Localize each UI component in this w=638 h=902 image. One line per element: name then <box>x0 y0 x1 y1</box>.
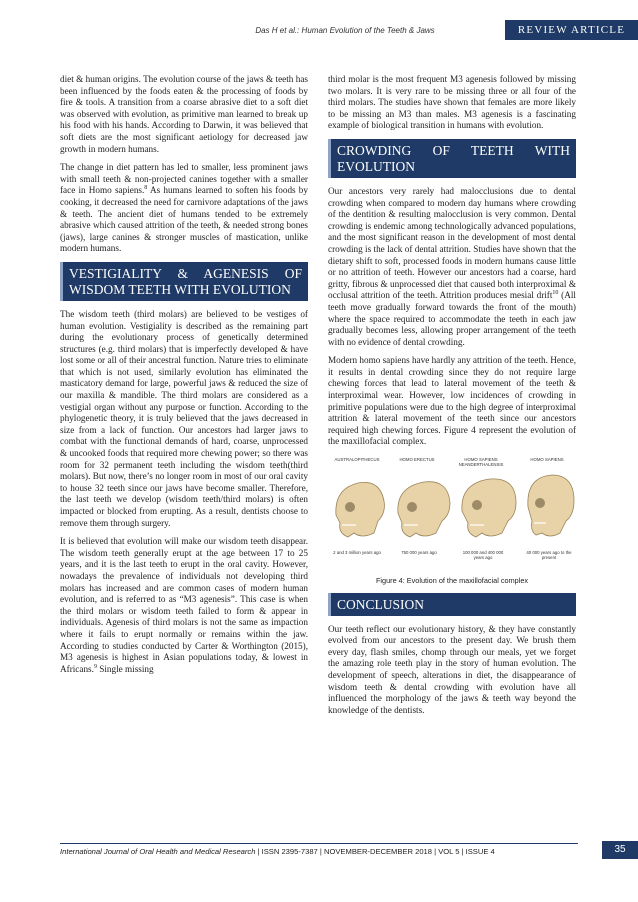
skull-neanderthal-icon <box>462 479 516 537</box>
section-heading-crowding: CROWDING OF TEETH WITH EVOLUTION <box>328 139 576 178</box>
skull-homo-sapiens-icon <box>528 475 574 536</box>
figure-caption: Figure 4: Evolution of the maxillofacial complex <box>375 576 529 586</box>
figure-label: HOMO SAPIENS <box>530 457 564 463</box>
running-header: Das H et al.: Human Evolution of the Teeth & Jaws <box>255 26 435 35</box>
section-heading-vestigiality: VESTIGIALITY & AGENESIS OF WISDOM TEETH WITH EVOLUTION <box>60 262 308 301</box>
body-paragraph: It is believed that evolution will make our wisdom teeth disappear. The wisdom teeth generally erupt at the age between 17 to 25 years, and it is the last teeth to erupt in the oral cavity. However, nowadays the prevalence of individuals not developing third molars has increased and are common cases of modern human evolution, and is referred to as “M3 agenesis”. This case is when the third molars or wisdom teeth failed to form & appear in individuals. Agenesis of third molars is not the same as impaction where it fails to erupt normally or remains within the jaw. According to studies conducted by Carter & Worthington (2015), M3 agenesis is highest in Asian populations today, & lowest in Africans.$^9$ Single missing <box>60 536 308 674</box>
page-number: 35 <box>602 841 638 859</box>
body-paragraph: The wisdom teeth (third molars) are believed to be vestiges of human evolution. Vestigiality is described as the remaining part during the evolutionary process of genetically determined structures (e.g. third molars) that is imperfectly developed & have lost some or all of their ancestral function. Nature tries to eliminate that which is not used, similarly evolution has eliminated the masticatory demand for large, powerful jaws & reduced the size of our maxilla & mandible. The third molars are considered as a vestigial organ without any purpose or function. According to the phylogenetic theory, it is truly believed that the jaws decreased in size from a lack of function. Our ancestors had larger jaws to combat with the functional demands of hard, coarse, unprocessed & uncooked foods that required more chewing power; so there was room for 32 permanent teeth including the wisdom teeth(third molars). But now, there’s no longer room in most of our oral cavity to house 32 teeth since our jaws have become smaller. Therefore, the last teeth we develop (wisdom teeth/third molars) is often impacted or blocked from erupting. As a result, dentists choose to remove them through surgery. <box>60 308 308 528</box>
footer-divider <box>60 843 578 844</box>
figure-label: AUSTRALOPITHECUS <box>334 457 380 463</box>
figure-label: HOMO ERECTUS <box>399 457 435 463</box>
body-paragraph: Modern homo sapiens have hardly any attrition of the teeth. Hence, it results in dental crowding since they do not require large chewing forces that lead to lateral movement of the teeth & interproximal wear. However, low incidences of crowding in primitive populations were due to the high degree of interproximal attrition & lateral movement of the teeth since our ancestors required high chewing forces. Figure 4 represent the evolution of the maxillofacial complex. <box>328 355 576 447</box>
skull-australopithecus-icon <box>336 482 385 537</box>
citation-ref: 10 <box>552 290 559 297</box>
section-heading-conclusion: CONCLUSION <box>328 593 576 616</box>
citation-ref: 8 <box>144 185 148 192</box>
right-column <box>328 74 576 723</box>
left-column <box>60 74 308 682</box>
skulls-illustration <box>328 467 576 549</box>
body-paragraph: diet & human origins. The evolution course of the jaws & teeth has been influenced by the foods eaten & the processing of foods by fire & tools. A transition from a coarse abrasive diet to a soft diet was observed with evolution, as primitive man learned to break up his food with his hands. According to Darwin, it was believed that soft diets are the most significant aetiology for decreased jaw growth in modern humans. <box>60 74 308 154</box>
figure-label: HOMO SAPIENS NEANDERTHALENSIS <box>458 457 504 468</box>
skull-homo-erectus-icon <box>398 482 450 537</box>
body-paragraph: Our ancestors very rarely had malocclusions due to dental crowding when compared to modern day humans where crowding of the dentition & resulting malocclusion is very common. Dental crowding is endemic among technologically advanced populations, and the most significant reason in the development of most dental crowding is the lack of dental attrition. Studies have shown that the dietary shift to soft, processed foods in modern humans cause little or no attrition of teeth. However our ancestors had a coarse, hard gritty, fibrous & unprocessed diet that caused both interproximal & occlusal attrition of the teeth. Attrition produces mesial drift$^{10}$ (All teeth move gradually forward towards the front of the mouth) where the space required to accommodate the teeth in each jaw gradually becomes less, allowing proper arrangement of the teeth with no evidence of dental crowding. <box>328 185 576 347</box>
body-paragraph: The change in diet pattern has led to smaller, less prominent jaws with small teeth & non-projected canines together with a smaller face in Homo sapiens.$^8$ As humans learned to soften his foods by cooking, it decreased the need for carnivore adaptations of the jaws & teeth. The ancient diet of humans tended to be extremely abrasive which caused attrition of the teeth, & needed strong bones (jaws), large canines & stronger muscles of mastication, unlike modern humans. <box>60 162 308 254</box>
citation-ref: 9 <box>93 663 97 670</box>
article-type-badge: REVIEW ARTICLE <box>505 20 638 40</box>
footer-citation: International Journal of Oral Health and Medical Research | ISSN 2395-7387 | NOVEMBER-DECEMBER 2018 | VOL 5 | ISSUE 4 <box>60 847 495 856</box>
figure-time-label: 100 000 and 400 000 years ago <box>462 550 504 561</box>
figure-maxillofacial-evolution <box>328 455 576 569</box>
body-paragraph: Our teeth reflect our evolutionary history, & they have constantly evolved from our ancestors to the present day. We brush them every day, flash smiles, chomp through our meals, yet we forget the amazing role teeth play in the story of human evolution. The development of speech, alterations in diet, the disappearance of wisdom teeth & dental crowding with evolution have all influenced the morphology of the jaws & teeth way beyond the knowledge of the dentists. <box>328 623 576 715</box>
body-paragraph: third molar is the most frequent M3 agenesis followed by missing two molars. It is very rare to be missing three or all four of the third molars. The studies have shown that females are more likely to be missing an M3 than males. M3 agenesis is a fascinating example of biological transition in humans with evolution. <box>328 74 576 131</box>
figure-time-label: 40 000 years ago to the present <box>526 550 572 561</box>
figure-time-label: 2 and 3 million years ago <box>333 550 381 556</box>
figure-time-label: 750 000 years ago <box>401 550 437 556</box>
